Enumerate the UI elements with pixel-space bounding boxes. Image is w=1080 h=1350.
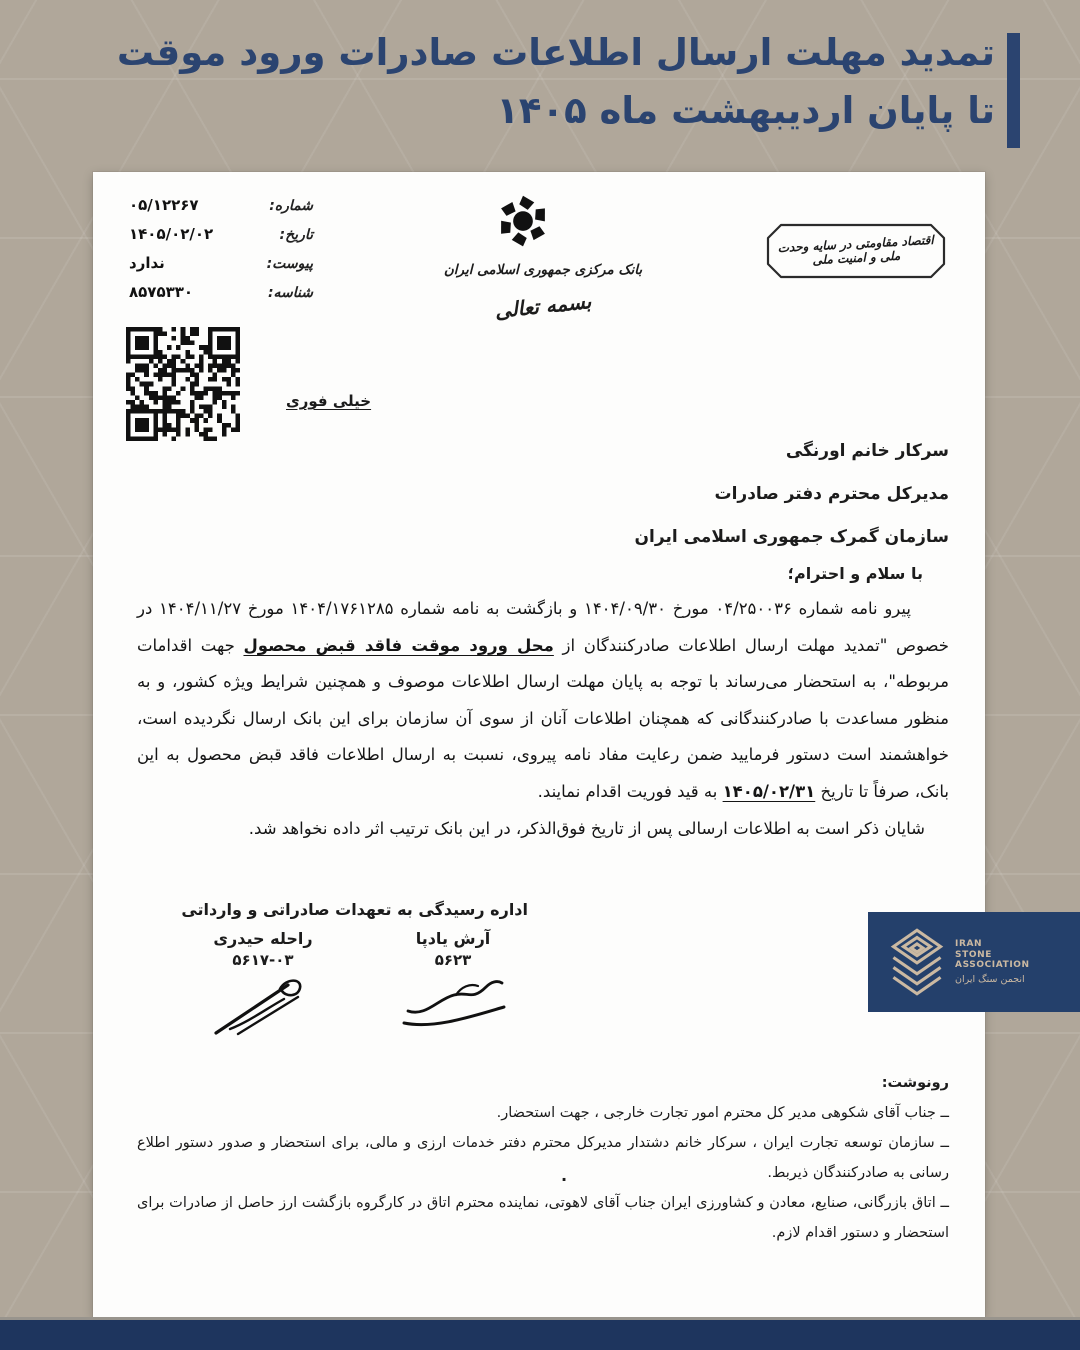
association-en-line: STONE	[955, 949, 992, 960]
id-value: ۸۵۷۵۳۳۰	[129, 283, 194, 301]
number-label: شماره:	[269, 198, 313, 214]
stone-association-text	[955, 939, 1030, 985]
body-paragraph-2: شایان ذکر است به اطلاعات ارسالی پس از تاریخ فوق‌الذکر، در این بانک ترتیب اثر داده نخواهد شد.	[248, 818, 925, 838]
signers-row	[188, 929, 528, 1041]
recipient-line: سرکار خانم اورنگی	[785, 441, 949, 461]
recipient-block	[137, 430, 949, 559]
cc-item: ــ جناب آقای شکوهی مدیر کل محترم امور تجارت خارجی ، جهت استحضار.	[496, 1105, 949, 1121]
central-bank-emblem-icon	[493, 192, 553, 252]
cc-label: رونوشت:	[881, 1075, 949, 1091]
association-name-en	[955, 939, 1030, 971]
letter-main-text	[137, 430, 949, 847]
body-text: جهت اقدامات مربوطه"، به استحضار می‌رساند با توجه به پایان مهلت ارسال اطلاعات موصوف و همچنین شرایط ویژه کشور، و به منظور مساعدت با صادرکنندگانی که همچنان اطلاعات آنان از سوی آن سازمان برای این بانک ارسال نگردیده است، خواهشمند است دستور فرمایید ضمن رعایت مفاد نامه پیروی، نسبت به ارسال اطلاعات فاقد قبض محصول به این بانک، صرفاً تا تاریخ	[137, 635, 949, 801]
number-value: ۰۵/۱۲۲۶۷	[129, 196, 199, 214]
signer-2	[188, 929, 338, 1041]
signer-1-code: ۵۶۲۳	[434, 951, 472, 969]
letter-meta	[129, 196, 313, 312]
central-bank-block	[433, 192, 653, 323]
signer-2-signature-icon	[208, 971, 318, 1037]
signer-2-name: راحله حیدری	[213, 929, 313, 948]
iran-stone-association-badge	[868, 912, 1080, 1012]
signer-1-signature-icon	[398, 971, 508, 1033]
id-label: شناسه:	[267, 285, 313, 301]
title-accent-bar	[1007, 33, 1020, 148]
year-slogan-stamp	[765, 222, 947, 280]
page-title	[117, 24, 995, 140]
signer-1	[378, 929, 528, 1041]
cc-item: ــ اتاق بازرگانی، صنایع، معادن و کشاورزی ایران جناب آقای لاهوتی، نماینده محترم اتاق در کارگروه بازگشت ارز حاصل از صادرات برای استحضار و دستور اقدام لازم.	[137, 1195, 949, 1241]
association-en-line: IRAN	[955, 939, 983, 950]
attachment-value: ندارد	[129, 254, 165, 272]
besmele-calligraphy: بسمه تعالی	[493, 289, 593, 323]
meta-row-attachment	[129, 254, 313, 274]
cc-item: ــ سازمان توسعه تجارت ایران ، سرکار خانم دشتدار مدیرکل محترم دفتر خدمات ارزی و مالی، برای استحضار و صدور دستور اطلاع رسانی به صادرکنندگان ذیربط.	[137, 1135, 949, 1181]
recipient-line: مدیرکل محترم دفتر صادرات	[714, 484, 949, 504]
meta-row-date	[129, 225, 313, 245]
signer-1-name: آرش یادپا	[415, 929, 491, 948]
body-text: پیرو نامه شماره ۰۴/۲۵۰۰۳۶ مورخ ۱۴۰۴/۰۹/۳۰ و بازگشت به نامه شماره ۱۴۰۴/۱۷۶۱۲۸۵ مورخ ۱۴۰۴/۱۱/۲۷ در خصوص "تمدید مهلت ارسال اطلاعات صادرکنندگان از	[137, 599, 949, 655]
recipient-line: سازمان گمرک جمهوری اسلامی ایران	[634, 527, 949, 547]
footer-bar	[0, 1317, 1080, 1350]
association-name-fa: انجمن سنگ ایران	[955, 973, 1025, 985]
body-paragraph-1	[137, 591, 949, 811]
urgency-stamp: خیلی فوری	[286, 392, 372, 410]
page-title-line2: تا پایان اردیبهشت ماه ۱۴۰۵	[496, 89, 995, 132]
cc-block	[137, 1068, 949, 1248]
date-label: تاریخ:	[279, 227, 313, 243]
attachment-label: پیوست:	[266, 256, 313, 272]
signer-2-code: ۵۶۱۷-۰۳	[232, 951, 294, 969]
body-highlight-underline: محل ورود موقت فاقد قبض محصول	[243, 635, 554, 655]
signature-block	[181, 900, 528, 1041]
meta-row-id	[129, 283, 313, 303]
salutation: با سلام و احترام؛	[787, 564, 923, 583]
deadline-date-underline: ۱۴۰۵/۰۲/۳۱	[722, 781, 816, 801]
meta-row-number	[129, 196, 313, 216]
signing-department: اداره رسیدگی به تعهدات صادراتی و وارداتی	[181, 900, 528, 919]
page-title-line1: تمدید مهلت ارسال اطلاعات صادرات ورود موقت	[116, 31, 995, 74]
central-bank-name: بانک مرکزی جمهوری اسلامی ایران	[443, 262, 643, 278]
date-value: ۱۴۰۵/۰۲/۰۲	[129, 225, 214, 243]
stamp-slogan-text: اقتصاد مقاومتی در سایه وحدت ملی و امنیت ملی	[777, 232, 935, 268]
stone-association-logo-icon	[888, 928, 946, 996]
letter-document	[93, 172, 985, 1317]
scan-artifact-dot: .	[561, 1166, 568, 1185]
association-en-line: ASSOCIATION	[955, 960, 1030, 971]
body-text: به قید فوریت اقدام نمایند.	[537, 781, 723, 801]
qr-code	[126, 327, 240, 441]
